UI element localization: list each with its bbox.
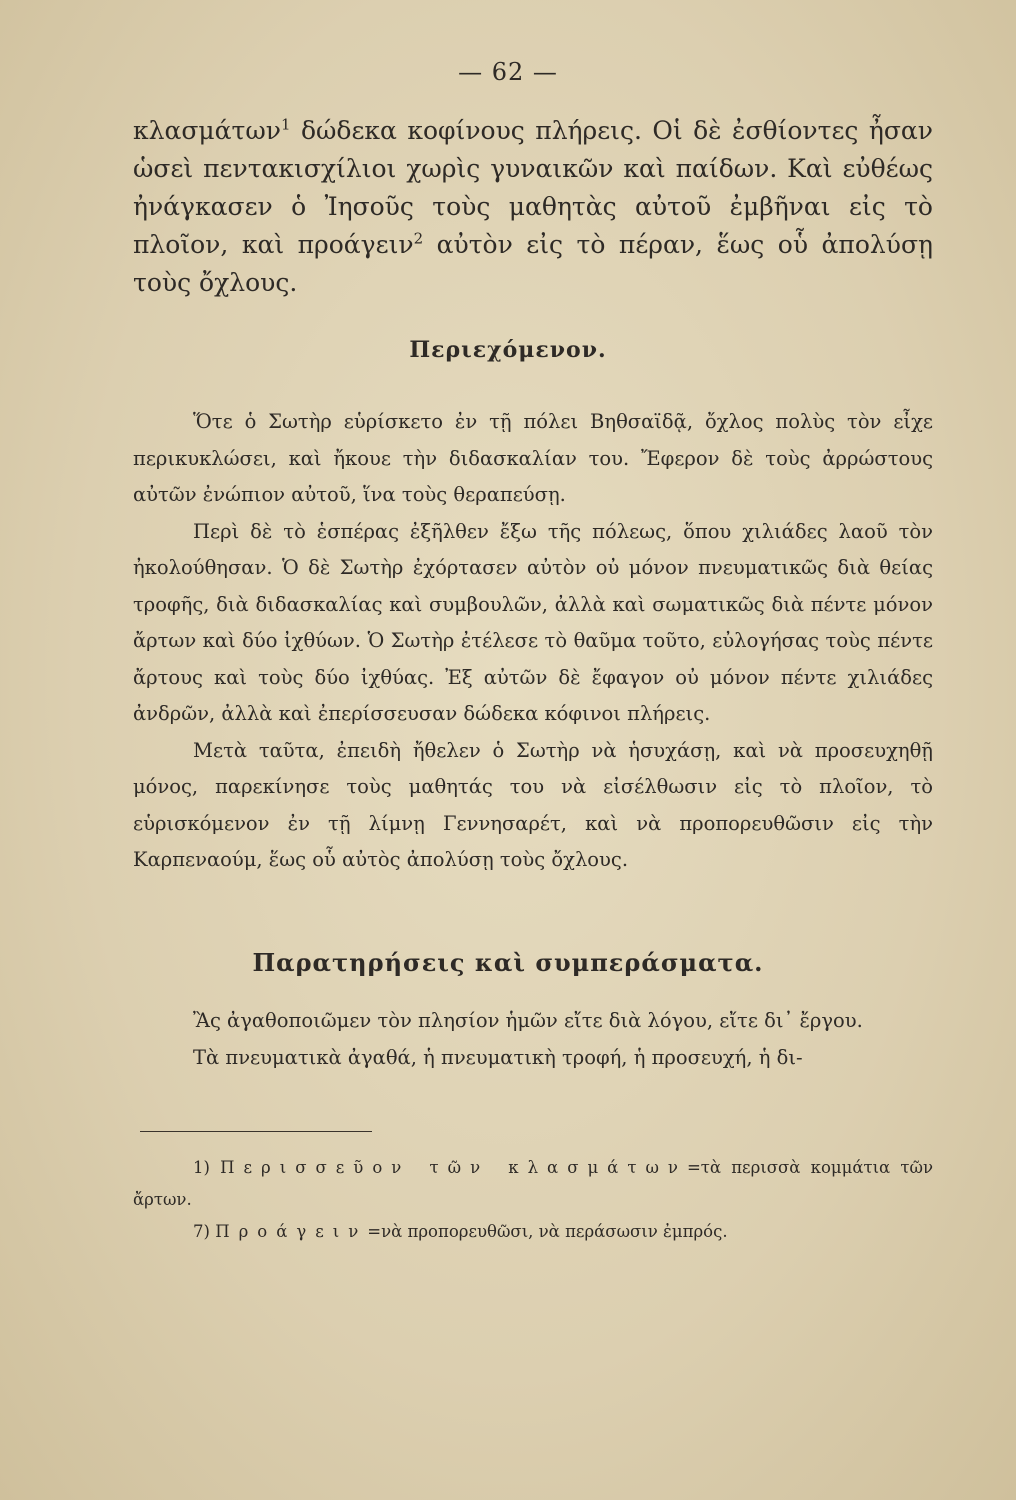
section-heading-observations: Παρατηρήσεις καὶ συμπεράσματα. [252,948,764,977]
observations-paragraph-2: Τὰ πνευματικὰ ἀγαθά, ἡ πνευματικὴ τροφή, ἡ προσευχή, ἡ δι- [193,1046,803,1069]
footnote-1-definition: =τὰ περισσὰ κομμάτια τῶν ἄρτων. [133,1158,933,1209]
page-number: — 62 — [458,58,558,86]
contents-body [133,404,933,879]
observations-paragraph-1: Ἂς ἀγαθοποιῶμεν τὸν πλησίον ἡμῶν εἴτε διὰ λόγου, εἴτε δι᾽ ἔργου. [193,1009,863,1032]
contents-paragraph-1: Ὅτε ὁ Σωτὴρ εὑρίσκετο ἐν τῇ πόλει Βηθσαϊδᾷ, ὄχλος πολὺς τὸν εἶχε περικυκλώσει, καὶ ἤκουε τὴν διδασκαλίαν του. Ἔφερον δὲ τοὺς ἀρρώστους αὐτῶν ἐνώπιον αὐτοῦ, ἵνα τοὺς θεραπεύσῃ. [133,410,933,506]
footnote-1-term: Περισσεῦον τῶν κλασμάτων [220,1158,687,1177]
intro-text-part-2: δώδεκα κοφίνους πλήρεις. Οἱ δὲ ἐσθίοντες ἦσαν ὡσεὶ πεντακισχίλιοι χωρὶς γυναικῶν καὶ παίδων. Καὶ εὐθέως ἠνάγκασεν ὁ Ἰησοῦς τοὺς μαθητὰς αὐτοῦ ἐμβῆναι εἰς τὸ πλοῖον, καὶ προάγειν [133,116,933,259]
footnote-2-definition: =νὰ προπορευθῶσι, νὰ περάσωσιν ἐμπρός. [367,1222,728,1241]
footnote-2 [133,1216,933,1248]
footnotes [133,1152,933,1248]
footnote-1-mark: 1) [193,1158,210,1177]
intro-text-part-3: αὐτὸν εἰς τὸ πέραν, ἕως οὗ ἀπολύσῃ τοὺς ὄχλους. [133,230,933,297]
section-heading-contents: Περιεχόμενον. [409,337,607,363]
footnote-ref-1: 1 [280,115,291,134]
footnote-2-term: Προάγειν [215,1222,368,1241]
footnote-divider [140,1131,372,1132]
contents-paragraph-3: Μετὰ ταῦτα, ἐπειδὴ ἤθελεν ὁ Σωτὴρ νὰ ἡσυχάσῃ, καὶ νὰ προσευχηθῇ μόνος, παρεκίνησε τοὺς μαθητάς του νὰ εἰσέλθωσιν εἰς τὸ πλοῖον, τὸ εὑρισκόμενον ἐν τῇ λίμνῃ Γεννησαρέτ, καὶ νὰ προπορευθῶσιν εἰς τὴν Καρπεναούμ, ἕως οὗ αὐτὸς ἀπολύσῃ τοὺς ὄχλους. [133,738,933,871]
intro-text [133,112,933,302]
contents-paragraph-2: Περὶ δὲ τὸ ἑσπέρας ἐξῆλθεν ἔξω τῆς πόλεως, ὅπου χιλιάδες λαοῦ τὸν ἠκολούθησαν. Ὁ δὲ Σωτὴρ ἐχόρτασεν αὐτὸν οὐ μόνον πνευματικῶς διὰ θείας τροφῆς, διὰ διδασκαλίας καὶ συμβουλῶν, ἀλλὰ καὶ σωματικῶς διὰ πέντε μόνον ἄρτων καὶ δύο ἰχθύων. Ὁ Σωτὴρ ἐτέλεσε τὸ θαῦμα τοῦτο, εὐλογήσας τοὺς πέντε ἄρτους καὶ τοὺς δύο ἰχθύας. Ἐξ αὐτῶν δὲ ἔφαγον οὐ μόνον πέντε χιλιάδες ἀνδρῶν, ἀλλὰ καὶ ἐπερίσσευσαν δώδεκα κόφινοι πλήρεις. [133,519,933,725]
observations-body [133,1002,933,1076]
footnote-2-mark: 7) [193,1222,210,1241]
intro-text-part-1: κλασμάτων [133,116,281,145]
intro-paragraph [133,112,933,302]
footnote-ref-2: 2 [413,229,424,248]
footnote-1 [133,1152,933,1216]
